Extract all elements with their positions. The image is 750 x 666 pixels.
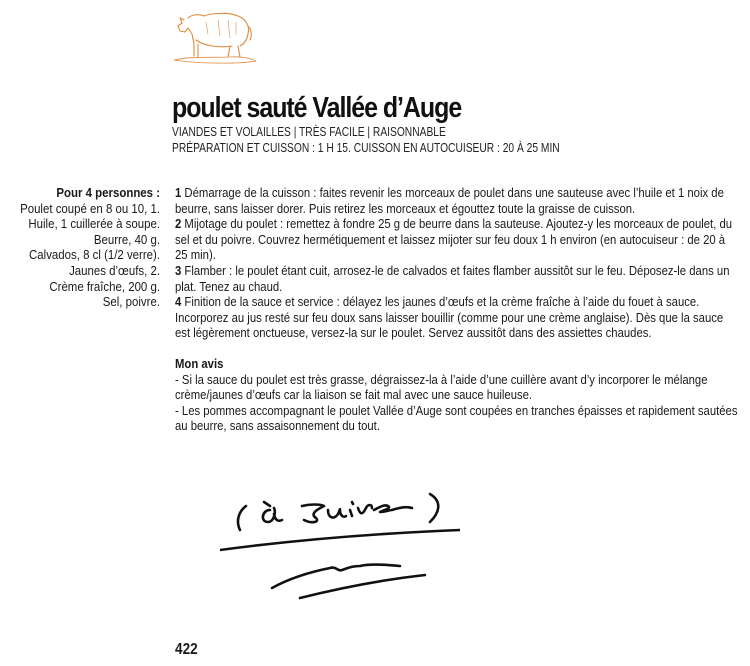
step bbox=[175, 216, 741, 263]
ingredients-list bbox=[20, 185, 160, 310]
step-number: 4 bbox=[175, 294, 182, 310]
step bbox=[175, 263, 741, 294]
ingredients-heading: Pour 4 personnes : bbox=[56, 185, 160, 200]
step-number: 1 bbox=[175, 185, 182, 200]
ingredient-item: Huile, 1 cuillerée à soupe. bbox=[28, 216, 161, 232]
step-text: Flamber : le poulet étant cuit, arrosez-le de calvados et faites flamber aussitôt sur le feu. Déposez-le dans un plat. Tenez au chaud. bbox=[175, 262, 730, 294]
step-text: Démarrage de la cuisson : faites revenir les morceaux de poulet dans une sauteuse avec l’huile et 1 noix de beurre, sans laisser dorer. Puis retirez les morceaux et égouttez toute la graisse de cuisson. bbox=[175, 185, 724, 216]
step bbox=[175, 294, 741, 341]
page-number: 422 bbox=[175, 641, 198, 658]
step-text: Mijotage du poulet : remettez à fondre 25 g de beurre dans la sauteuse. Ajoutez-y les morceaux de poulet, du sel et du poivre. Couvrez hermétiquement et laissez mijoter sur feu doux 1 h environ (en autocuiseur : de 20 à 25 min). bbox=[175, 216, 733, 263]
step-number: 3 bbox=[175, 262, 182, 278]
ingredient-item: Calvados, 8 cl (1/2 verre). bbox=[29, 247, 161, 263]
recipe-title: poulet sauté Vallée d’Auge bbox=[172, 92, 462, 124]
handwritten-note bbox=[220, 480, 460, 600]
avis-item: - Si la sauce du poulet est très grasse, dégraissez-la à l’aide d’une cuillère avant d’y incorporer le mélange crème/jaunes d’œufs car la liaison se fait mal avec une sauce huileuse. bbox=[175, 371, 708, 403]
ingredient-item: Crème fraîche, 200 g. bbox=[49, 278, 160, 294]
ingredient-item: Beurre, 40 g. bbox=[93, 231, 160, 247]
step-text: Finition de la sauce et service : délayez les jaunes d’œufs et la crème fraîche à l’aide du fouet à sauce. Incorporez au jus resté sur feu doux sans laisser bouillir (comme pour une crème anglaise). Dès que la sauce est légèrement onctueuse, versez-la sur le poulet. Servez aussitôt dans des assiettes chaudes. bbox=[175, 294, 724, 341]
avis-item: - Les pommes accompagnant le poulet Vallée d’Auge sont coupées en tranches épaisses et rapidement sautées au beurre, sans assaisonnement du tout. bbox=[175, 402, 738, 434]
step bbox=[175, 185, 741, 216]
ingredient-item: Jaunes d’œufs, 2. bbox=[69, 262, 160, 278]
ingredient-item: Sel, poivre. bbox=[102, 294, 160, 310]
avis-heading: Mon avis bbox=[175, 355, 224, 371]
ingredient-item: Poulet coupé en 8 ou 10, 1. bbox=[20, 200, 160, 216]
recipe-category-line: VIANDES ET VOLAILLES | TRÈS FACILE | RAISONNABLE bbox=[172, 125, 446, 139]
recipe-time-line: PRÉPARATION ET CUISSON : 1 H 15. CUISSON EN AUTOCUISEUR : 20 À 25 MIN bbox=[172, 141, 560, 155]
sheep-illustration bbox=[170, 4, 258, 66]
recipe-instructions bbox=[175, 185, 741, 434]
step-number: 2 bbox=[175, 216, 182, 232]
